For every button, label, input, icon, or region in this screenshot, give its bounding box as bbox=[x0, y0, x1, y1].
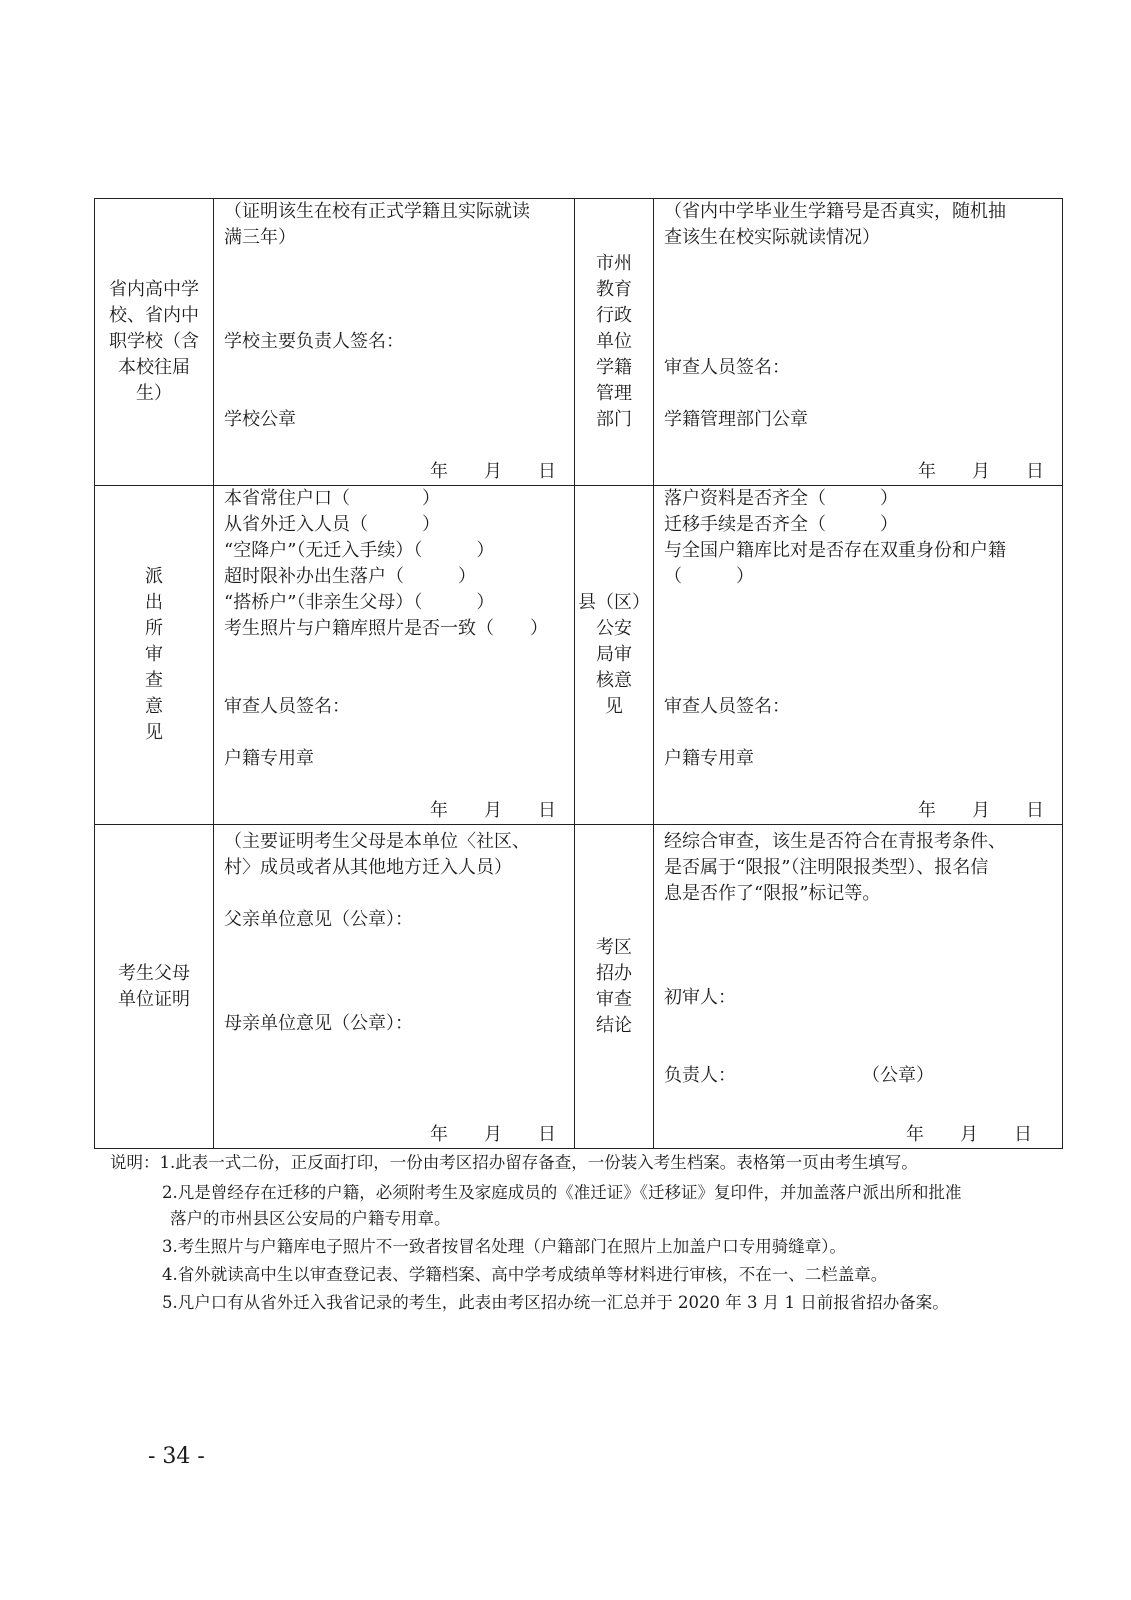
mother-unit-opinion-label: 母亲单位意见（公章）： bbox=[224, 1013, 413, 1034]
date-line: 年 月 日 bbox=[430, 800, 556, 821]
table-row-police bbox=[95, 486, 1063, 825]
date-line: 年 月 日 bbox=[918, 461, 1044, 482]
row-label-education-bureau: 市州 教育 行政 单位 学籍 管理 部门 bbox=[596, 253, 632, 430]
page-number: - 34 - bbox=[148, 1444, 205, 1469]
review-form-table bbox=[94, 198, 1063, 1149]
table-row-school bbox=[95, 199, 1063, 486]
household-seal-label: 户籍专用章 bbox=[224, 748, 314, 769]
note-1: 说明：1.此表一式二份，正反面打印，一份由考区招办留存备查，一份装入考生档案。表格第一页由考生填写。 bbox=[110, 1153, 918, 1172]
date-line: 年 月 日 bbox=[430, 461, 556, 482]
date-line: 年 月 日 bbox=[918, 800, 1044, 821]
reviewer-signature-label: 审查人员签名： bbox=[224, 696, 350, 717]
reviewer-signature-label: 审查人员签名： bbox=[664, 357, 790, 378]
school-principal-signature-label: 学校主要负责人签名： bbox=[224, 331, 404, 352]
father-unit-opinion-label: 父亲单位意见（公章）： bbox=[224, 909, 413, 930]
date-line: 年 月 日 bbox=[430, 1124, 556, 1145]
row-label-school: 省内高中学 校、省内中 职学校（含 本校往届 生） bbox=[109, 279, 199, 404]
note-3: 3.考生照片与户籍库电子照片不一致者按冒名处理（户籍部门在照片上加盖户口专用骑缝章）。 bbox=[162, 1237, 846, 1256]
school-seal-label: 学校公章 bbox=[224, 409, 296, 430]
education-bureau-review-cell: （省内中学毕业生学籍号是否真实，随机抽 查该生在校实际就读情况） 审查人员签名： 学籍管理部门公章 年 月 日 bbox=[654, 199, 1062, 485]
row-label-exam-office: 考区 招办 审查 结论 bbox=[596, 936, 632, 1036]
person-in-charge-label: 负责人： （公章） bbox=[664, 1065, 934, 1086]
row-label-county-police: 县（区） 公安 局审 核意 见 bbox=[578, 592, 650, 717]
table-row-parents bbox=[95, 825, 1063, 1149]
registry-seal-label: 学籍管理部门公章 bbox=[664, 409, 808, 430]
row-label-parents: 考生父母 单位证明 bbox=[118, 962, 190, 1010]
row-label-police-station: 派 出 所 审 查 意 见 bbox=[145, 566, 163, 743]
reviewer-signature-label: 审查人员签名： bbox=[664, 696, 790, 717]
parents-unit-certification-cell: （主要证明考生父母是本单位〈社区、 村〉成员或者从其他地方迁入人员） 父亲单位意见（公章）： 母亲单位意见（公章）： 年 月 日 bbox=[214, 825, 574, 1148]
school-certification-cell: （证明该生在校有正式学籍且实际就读 满三年） 学校主要负责人签名： 学校公章 年 月 日 bbox=[214, 199, 574, 485]
note-2-continued: 落户的市州县区公安局的户籍专用章。 bbox=[170, 1209, 451, 1228]
police-station-review-cell: 本省常住户口（ ） 从省外迁入人员（ ） “空降户”（无迁入手续）（ ） 超时限补办出生落户（ ） “搭桥户”（非亲生父母）（ ） 考生照片与户籍库照片是否一致（ ） 审查人员签名： 户籍专用章 年 月 日 bbox=[214, 486, 574, 824]
note-2: 2.凡是曾经存在迁移的户籍，必须附考生及家庭成员的《准迁证》《迁移证》复印件，并加盖落户派出所和批准 bbox=[162, 1183, 962, 1202]
date-line: 年 月 日 bbox=[906, 1124, 1032, 1145]
note-4: 4.省外就读高中生以审查登记表、学籍档案、高中学考成绩单等材料进行审核，不在一、二栏盖章。 bbox=[162, 1265, 888, 1284]
note-5: 5.凡户口有从省外迁入我省记录的考生，此表由考区招办统一汇总并于 2020 年 3 月 1 日前报省招办备案。 bbox=[162, 1293, 949, 1312]
household-seal-label: 户籍专用章 bbox=[664, 748, 754, 769]
initial-reviewer-label: 初审人： bbox=[664, 987, 736, 1008]
exam-office-conclusion-cell: 经综合审查，该生是否符合在青报考条件、 是否属于“限报”（注明限报类型）、报名信 息是否作了“限报”标记等。 初审人： 负责人： （公章） 年 月 日 bbox=[654, 825, 1062, 1148]
county-police-review-cell: 落户资料是否齐全（ ） 迁移手续是否齐全（ ） 与全国户籍库比对是否存在双重身份和户籍 （ ） 审查人员签名： 户籍专用章 年 月 日 bbox=[654, 486, 1062, 824]
